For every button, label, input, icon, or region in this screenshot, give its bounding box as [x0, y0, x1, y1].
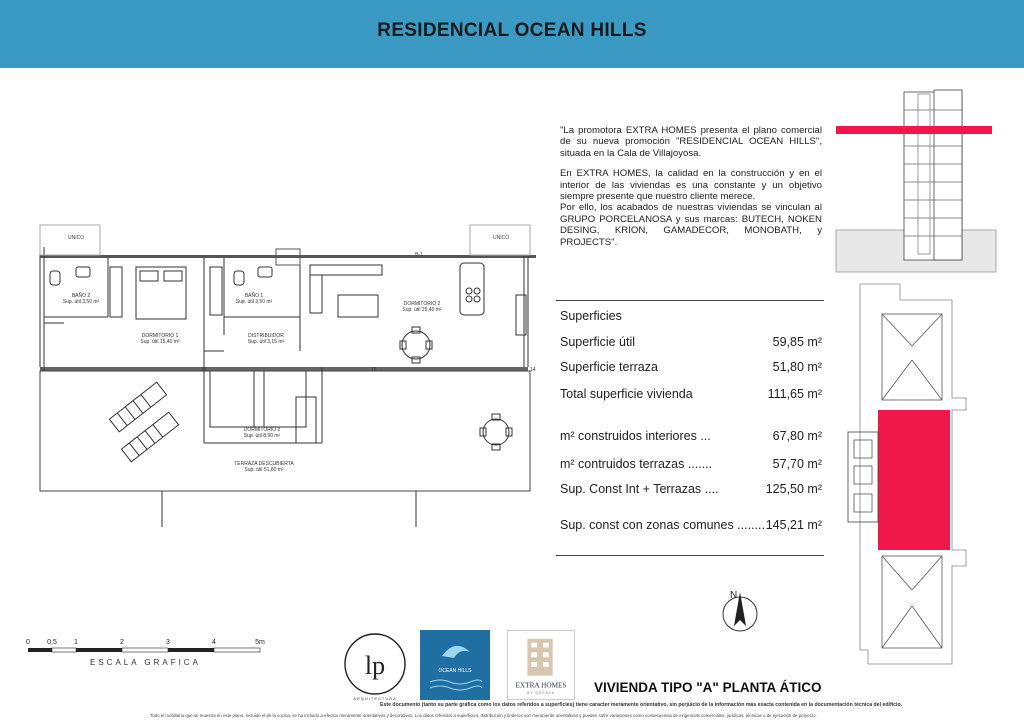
- room-name-bano1: BAÑO 1: [244, 293, 264, 299]
- surface-value: 67,80 m²: [772, 429, 822, 443]
- disclaimer-1: Este documento (tanto su parte gráfica como los datos referidos a superficies) tiene caracter meramente orientativo, sin perjuicio de la información más exacta contenida en la documentación técnica del edificio.: [380, 702, 903, 708]
- tag-unico-right: UNICO: [493, 235, 510, 241]
- surfaces-heading-text: Superficies: [560, 309, 622, 323]
- building-elevation: [836, 80, 996, 272]
- room-area-dormitorio1: Sup. útil 15,40 m²: [140, 339, 180, 345]
- surface-label: m² contruidos terrazas .......: [560, 457, 713, 471]
- extra-homes-logo: [507, 630, 575, 700]
- tag-b1: B-1: [415, 252, 423, 258]
- surface-value: 125,50 m²: [765, 482, 822, 496]
- intro-text: [560, 125, 822, 257]
- extra-logo-sub: BY QREAVA: [527, 691, 555, 696]
- site-plan: [840, 280, 1012, 670]
- scale-tick: 0,5: [47, 639, 57, 646]
- ocean-hills-logo: [420, 630, 490, 700]
- surface-label: Superficie útil: [560, 335, 636, 349]
- surface-label: Sup. const con zonas comunes ........: [560, 518, 765, 532]
- site-highlight-unit: [878, 410, 950, 550]
- tag-unico-left: UNICO: [68, 235, 85, 241]
- header-banner: [0, 0, 1024, 68]
- room-area-dormitorio2-small: Sup. útil 8,90 m²: [243, 433, 281, 439]
- extra-logo-title: EXTRA HOMES: [515, 681, 567, 690]
- page-title: RESIDENCIAL OCEAN HILLS: [377, 20, 647, 41]
- surface-value: 111,65 m²: [767, 387, 822, 401]
- scale-tick: 0: [26, 639, 30, 646]
- surface-value: 145,21 m²: [765, 518, 822, 532]
- surface-label: Superficie terraza: [560, 360, 658, 374]
- elevation-highlight-bar: [836, 126, 992, 134]
- scale-tick: 2: [120, 639, 124, 646]
- room-area-dormitorio2-main: Sup. útil 25,40 m²: [402, 307, 442, 313]
- scale-tick: 4: [212, 639, 216, 646]
- tag-14-left: 14: [40, 367, 46, 373]
- scale-tick: 1: [74, 639, 78, 646]
- room-name-bano2: BAÑO 2: [71, 293, 91, 299]
- room-area-bano1: Sup. útil 3,50 m²: [235, 299, 273, 305]
- lp-logo: [340, 630, 410, 702]
- scale-label: ESCALA GRAFICA: [90, 658, 201, 667]
- room-name-dormitorio2-main: DORMITORIO 2: [403, 301, 441, 307]
- disclaimer-2: Todo el mobiliario que se muestra en este plano, incluido el de la cocina, se ha incluido a efectos meramente orientativos y decorativos. Los datos referidos a superficies, distribución y linderos son meramente orientativos y pueden sufrir variaciones como consecuencia de exigencias comerciales, jurídicas, técnicas o de ejecución de proyecto.: [150, 713, 817, 718]
- surface-label: m² construidos interiores ...: [560, 429, 711, 443]
- surface-value: 57,70 m²: [772, 457, 822, 471]
- surface-value: 51,80 m²: [772, 360, 822, 374]
- floor-plan: [28, 225, 538, 530]
- tag-15-left: 15: [201, 367, 207, 373]
- lp-logo-text: lp: [364, 651, 386, 680]
- north-arrow-icon: [716, 586, 764, 634]
- ocean-logo-title: OCEAN HILLS: [438, 668, 472, 674]
- surfaces-table: [556, 300, 824, 556]
- scale-tick: 5m: [255, 639, 265, 646]
- room-name-terraza: TERRAZA DESCUBIERTA: [234, 461, 294, 467]
- surface-label: Sup. Const Int + Terrazas ....: [560, 482, 719, 496]
- room-name-dormitorio1: DORMITORIO 1: [141, 333, 179, 339]
- lp-logo-sub: ARQUITECTURA: [353, 696, 397, 701]
- surface-value: 59,85 m²: [772, 335, 822, 349]
- room-name-dormitorio2-small: DORMITORIO 2: [243, 427, 281, 433]
- intro-paragraph-3: Por ello, los acabados de nuestras viviendas se vinculan al GRUPO PORCELANOSA y sus marcas: BUTECH, NOKEN DESING, KRION, GAMADECOR, MONOBATH, y PROJECTS".: [560, 202, 822, 248]
- unit-type-title: VIVIENDA TIPO "A" PLANTA ÁTICO: [594, 680, 822, 695]
- room-area-bano2: Sup. útil 3,50 m²: [62, 299, 100, 305]
- north-label: N: [730, 590, 738, 601]
- intro-paragraph-2: En EXTRA HOMES, la calidad en la construcción y en el interior de las viviendas es una constante y un objetivo siempre presente que nuestro cliente merece.: [560, 168, 822, 203]
- scale-tick: 3: [166, 639, 170, 646]
- wave-icon: [420, 630, 490, 700]
- building-icon: [508, 631, 574, 699]
- room-area-terraza: Sup. útil 51,80 m²: [244, 467, 284, 473]
- intro-paragraph-1: "La promotora EXTRA HOMES presenta el plano comercial de su nueva promoción "RESIDENCIAL OCEAN HILLS", situada en la Cala de Villajoyosa.: [560, 125, 822, 159]
- tag-15-right: 15: [371, 367, 377, 373]
- room-area-distribuidor: Sup. útil 3,15 m²: [247, 339, 285, 345]
- surface-label: Total superficie vivienda: [560, 387, 693, 401]
- tag-14-right: 14: [530, 367, 536, 373]
- room-name-distribuidor: DISTRIBUIDOR: [248, 333, 284, 339]
